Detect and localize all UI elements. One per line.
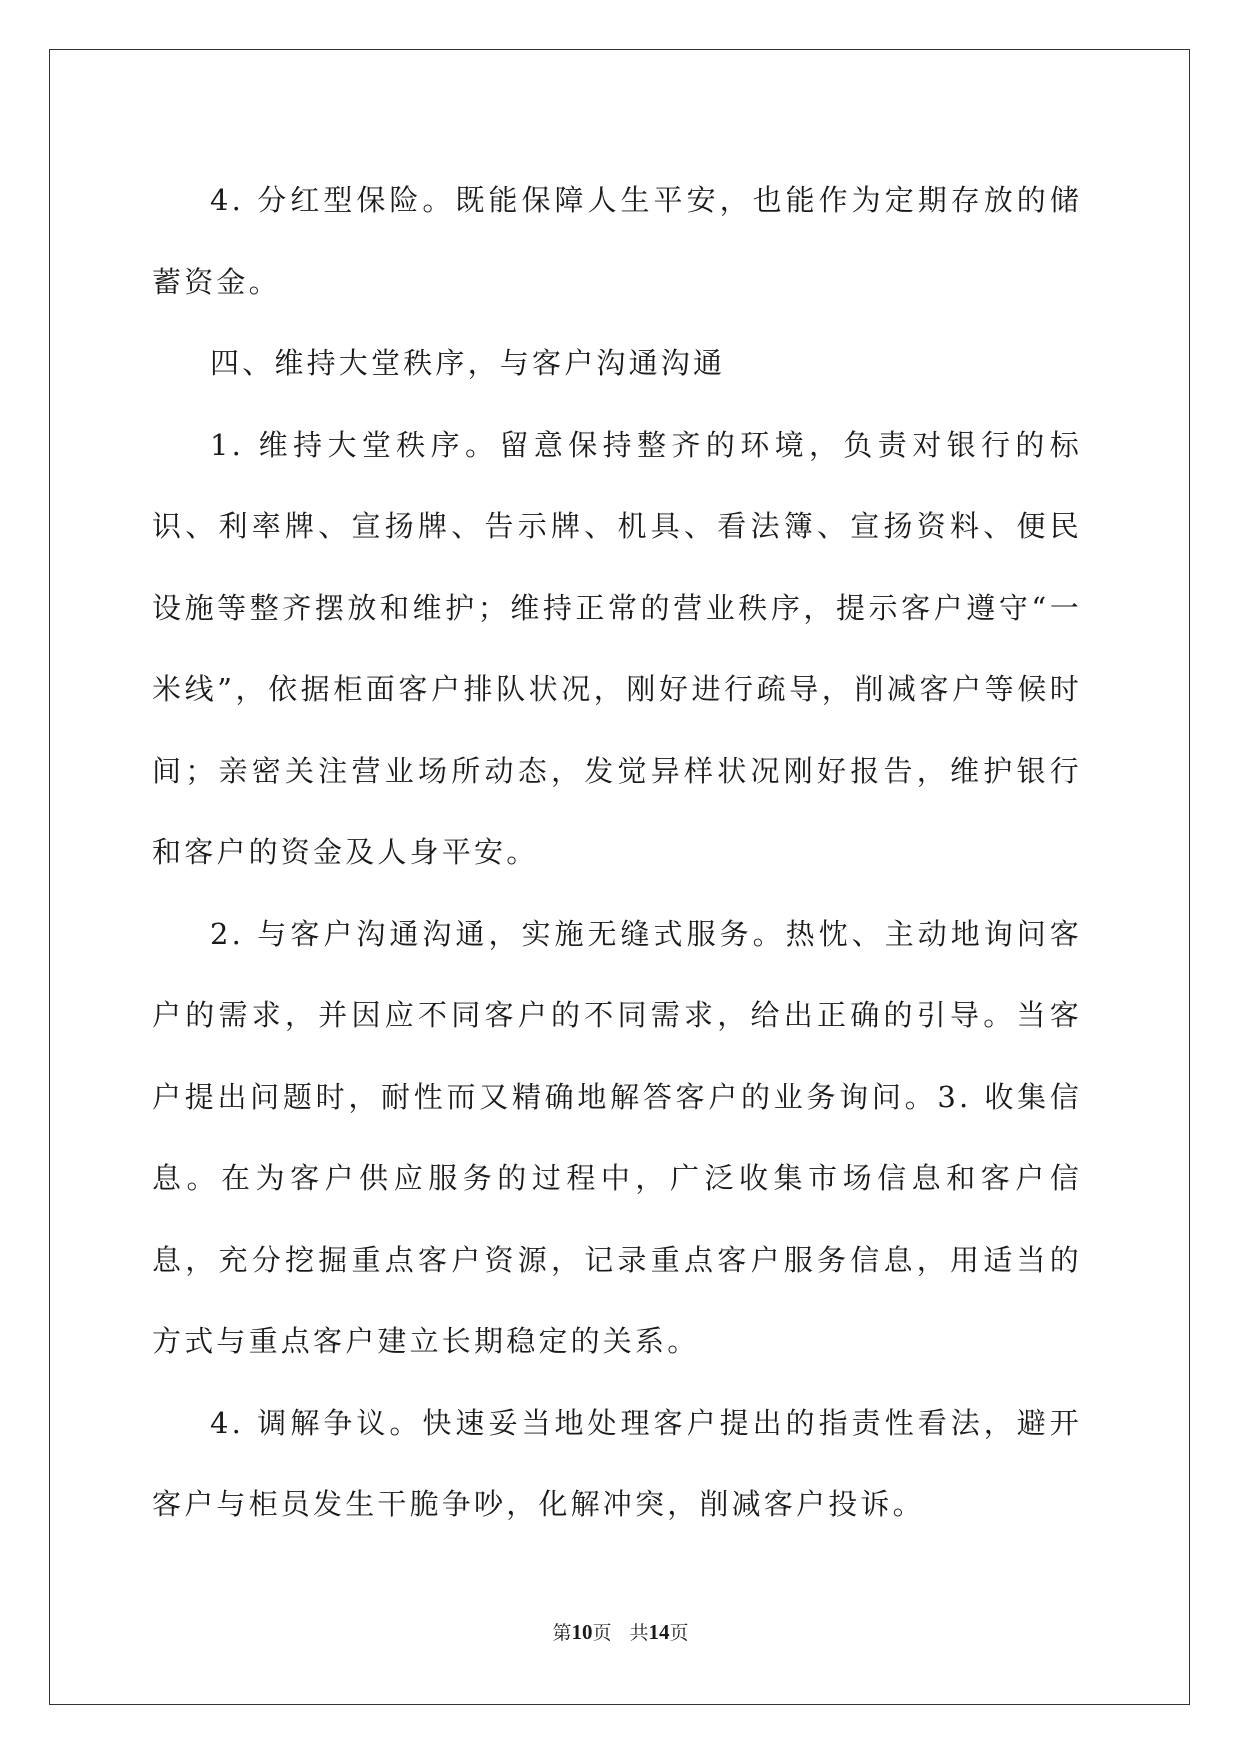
page-number: 10 xyxy=(571,1620,593,1644)
paragraph-customer-communication: 2. 与客户沟通沟通，实施无缝式服务。热忱、主动地询问客户的需求，并因应不同客户的不同需求，给出正确的引导。当客户提出问题时，耐性而又精确地解答客户的业务询问。3. 收集信息。在为客户供应服务的过程中，广泛收集市场信息和客户信息，充分挖掘重点客户资源，记录重点客户服务信息，用适当的方式与重点客户建立长期稳定的关系。 xyxy=(152,916,1082,1358)
total-prefix: 共 xyxy=(629,1622,649,1644)
page-suffix: 页 xyxy=(592,1622,612,1644)
paragraph-maintain-lobby-order: 1. 维持大堂秩序。留意保持整齐的环境，负责对银行的标识、利率牌、宣扬牌、告示牌、机具、看法簿、宣扬资料、便民设施等整齐摆放和维护；维持正常的营业秩序，提示客户遵守“一米线”，依据柜面客户排队状况，刚好进行疏导，削减客户等候时间；亲密关注营业场所动态，发觉异样状况刚好报告，维护银行和客户的资金及人身平安。 xyxy=(152,427,1082,869)
page-footer xyxy=(0,1619,1241,1646)
total-suffix: 页 xyxy=(669,1622,689,1644)
total-pages: 14 xyxy=(648,1620,670,1644)
page-prefix: 第 xyxy=(552,1622,572,1644)
section-heading-lobby-order: 四、维持大堂秩序，与客户沟通沟通 xyxy=(210,346,726,380)
paragraph-mediate-disputes: 4. 调解争议。快速妥当地处理客户提出的指责性看法，避开客户与柜员发生干脆争吵，化解冲突，削减客户投诉。 xyxy=(152,1405,1082,1521)
paragraph-dividend-insurance: 4. 分红型保险。既能保障人生平安，也能作为定期存放的储蓄资金。 xyxy=(152,183,1082,299)
document-body xyxy=(152,160,1082,1546)
